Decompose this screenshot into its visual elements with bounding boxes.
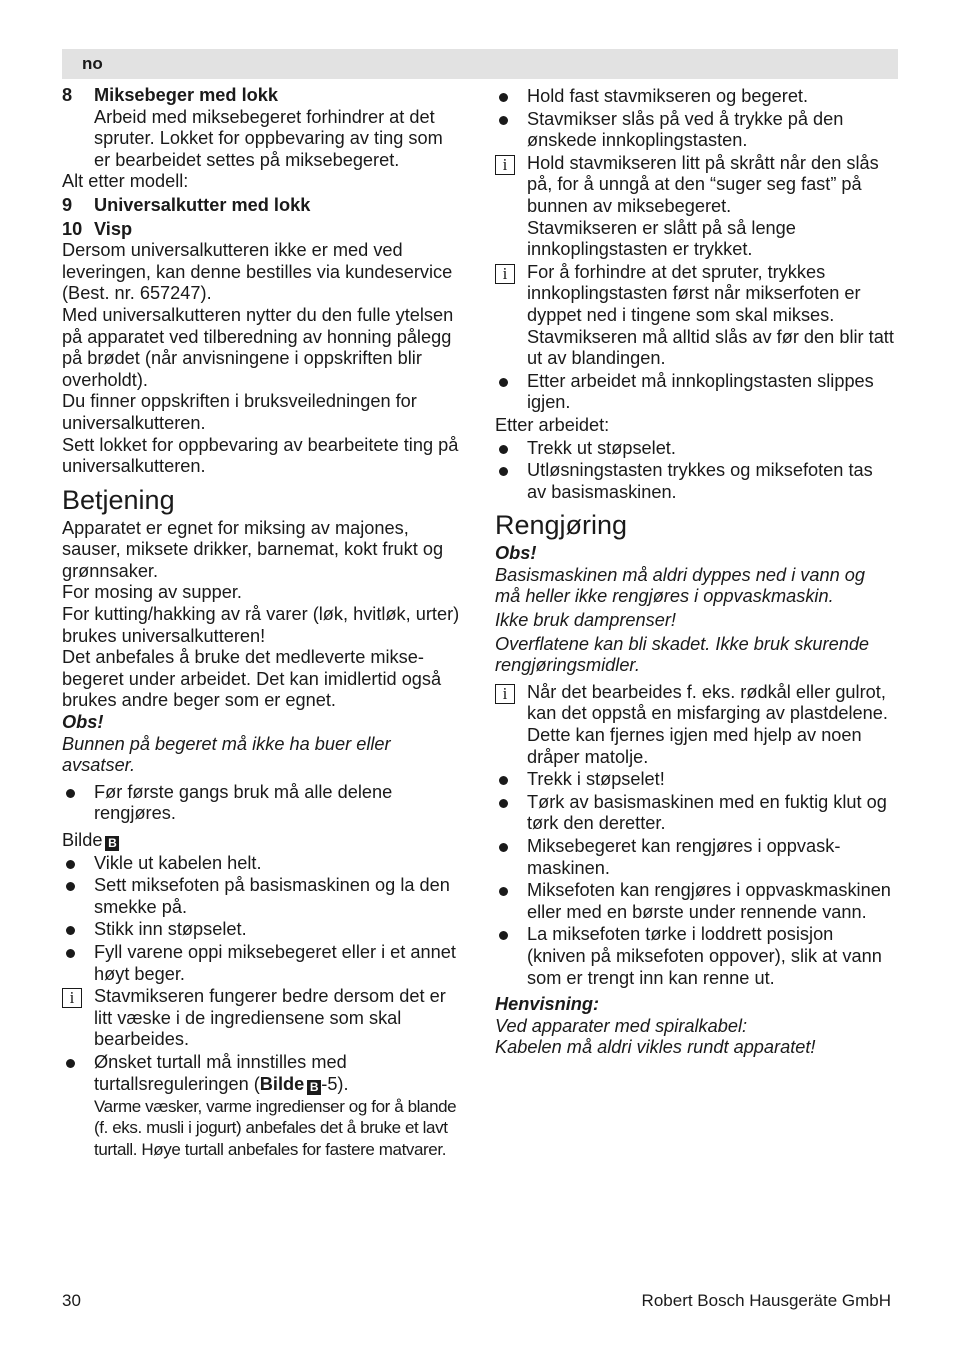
list-item: Tørk av basismaskinen med en fuktig klut og tørk den deretter. — [495, 792, 895, 835]
alt-model-label: Alt etter modell: — [62, 171, 189, 192]
list-item: Hold fast stavmikseren og begeret. — [495, 86, 895, 108]
item-9-number: 9 — [62, 194, 73, 215]
obs-label: Obs! — [62, 712, 104, 733]
item-10-number: 10 — [62, 218, 83, 239]
list-item: Vikle ut kabelen helt. — [62, 853, 460, 875]
paragraph: For kutting/hakking av rå varer (løk, hvitløk, urter) brukes universalkutteren! — [62, 604, 460, 646]
info-icon: i — [62, 988, 82, 1008]
note-text: Kabelen må aldri vikles rundt apparatet! — [495, 1037, 816, 1058]
section-heading-rengjoring: Rengjøring — [495, 510, 628, 541]
figure-b-badge: B — [307, 1080, 321, 1095]
list-item: Miksefoten kan rengjøres i oppvaskmaskinen eller med en børste under rennende vann. — [495, 880, 895, 923]
list-item: Trekk ut støpselet. — [495, 438, 895, 460]
paragraph: For mosing av supper. — [62, 582, 242, 603]
list-item: Før første gangs bruk må alle delene rengjøres. — [62, 782, 460, 825]
paragraph: Sett lokket for oppbevaring av bearbeitete ting på universalkutteren. — [62, 434, 459, 477]
obs-text: Bunnen på begeret må ikke ha buer eller avsatser. — [62, 733, 391, 776]
speed-text-pre: Ønsket turtall må innstilles med turtallsreguleringen ( — [94, 1051, 347, 1094]
info-icon: i — [495, 264, 515, 284]
info-text: Stavmikseren må alltid slås av før den blir tatt ut av blandingen. — [527, 326, 894, 369]
speed-hint: Varme væsker, varme ingredienser og for å blande (f. eks. musli i jogurt) anbefales det å bruke et lavt turtall. Høye turtall anbefales for fastere matvarer. — [94, 1097, 457, 1159]
obs-text: Overflatene kan bli skadet. Ikke bruk skurende rengjøringsmidler. — [495, 633, 870, 676]
item-10-heading — [62, 219, 460, 241]
paragraph: Du finner oppskriften i bruksveiledningen for universalkutteren. — [62, 391, 417, 433]
after-work-label: Etter arbeidet: — [495, 414, 610, 435]
list-item: Etter arbeidet må innkoplingstasten slippes igjen. — [495, 371, 895, 414]
info-text: For å forhindre at det spruter, trykkes innkoplingstasten først når mikserfoten er dyppet ned i tingene som skal mikses. — [527, 261, 861, 325]
list-item: Sett miksefoten på basismaskinen og la den smekke på. — [62, 875, 460, 918]
list-item — [62, 1052, 460, 1095]
item-8-heading — [62, 85, 460, 107]
info-icon: i — [495, 684, 515, 704]
bilde-text: Bilde — [62, 830, 103, 850]
item-9-title: Universalkutter med lokk — [94, 194, 311, 215]
speed-text-post: -5). — [321, 1073, 349, 1094]
note-text: Ved apparater med spiralkabel: — [495, 1015, 748, 1036]
paragraph: Med universalkutteren nytter du den fulle ytelsen på apparatet ved tilberedning av honning pålegg på brødet (når anvisningene i oppskriften blir overholdt). — [62, 304, 454, 390]
item-8-text: Arbeid med miksebegeret forhindrer at det spruter. Lokket for oppbevaring av ting som er bearbeidet settes på miksebegeret. — [94, 106, 443, 170]
info-text: Når det bearbeides f. eks. rødkål eller gulrot, kan det oppstå en misfarging av plastdelene. Dette kan fjernes igjen med hjelp av noen dråper matolje. — [527, 681, 888, 767]
info-note — [62, 986, 460, 1051]
item-9-heading — [62, 195, 460, 217]
obs-text: Basismaskinen må aldri dyppes ned i vann og må heller ikke rengjøres i oppvaskmaskin. — [495, 564, 866, 607]
language-bar — [62, 49, 898, 79]
note-label: Henvisning: — [495, 994, 600, 1015]
bilde-ref: Bilde — [259, 1073, 305, 1094]
section-heading-betjening: Betjening — [62, 484, 175, 515]
list-item: Miksebegeret kan rengjøres i oppvaskmaskinen. — [495, 836, 895, 879]
info-icon: i — [495, 155, 515, 175]
bilde-label — [62, 830, 460, 852]
list-item: Trekk i støpselet! — [495, 769, 895, 791]
item-8-title: Miksebeger med lokk — [94, 85, 278, 105]
obs-text: Ikke bruk damprenser! — [495, 610, 676, 631]
info-text: Hold stavmikseren litt på skrått når den slås på, for å unngå at den “suger seg fast” på bunnen av miksebegeret. — [527, 152, 879, 216]
company-name: Robert Bosch Hausgeräte GmbH — [641, 1291, 891, 1310]
item-10-title: Visp — [94, 218, 133, 239]
list-item: Utløsningstasten trykkes og miksefoten tas av basismaskinen. — [495, 460, 895, 503]
list-item: Fyll varene oppi miksebegeret eller i et annet høyt beger. — [62, 942, 460, 985]
list-item: La miksefoten tørke i loddrett posisjon (kniven på miksefoten oppover), slik at vann som er trengt inn kan renne ut. — [495, 924, 895, 989]
item-8-number: 8 — [62, 85, 73, 105]
info-text: Stavmikseren fungerer bedre dersom det er litt væske i de ingrediensene som skal bearbeides. — [94, 986, 446, 1050]
list-item: Stikk inn støpselet. — [62, 919, 460, 941]
paragraph: Apparatet er egnet for miksing av majones, sauser, miksete drikker, barnemat, kokt frukt og grønnsaker. — [62, 517, 444, 581]
info-note — [495, 682, 895, 768]
info-text: Stavmikseren er slått på så lenge innkoplingstasten er trykket. — [527, 217, 796, 260]
paragraph: Dersom universalkutteren ikke er med ved leveringen, kan denne bestilles via kundeservice (Best. nr. 657247). — [62, 240, 453, 304]
paragraph: Det anbefales å bruke det medleverte miksebegeret under arbeidet. Det kan imidlertid også brukes andre beger som er egnet. — [62, 647, 442, 711]
page-number: 30 — [62, 1291, 81, 1310]
obs-label: Obs! — [495, 543, 537, 564]
figure-b-badge: B — [105, 836, 119, 851]
language-label: no — [82, 54, 103, 73]
left-column — [62, 85, 460, 1160]
list-item: Stavmikser slås på ved å trykke på den ønskede innkoplingstasten. — [495, 109, 895, 152]
info-note — [495, 262, 895, 370]
right-column — [495, 85, 895, 1059]
info-note — [495, 153, 895, 261]
